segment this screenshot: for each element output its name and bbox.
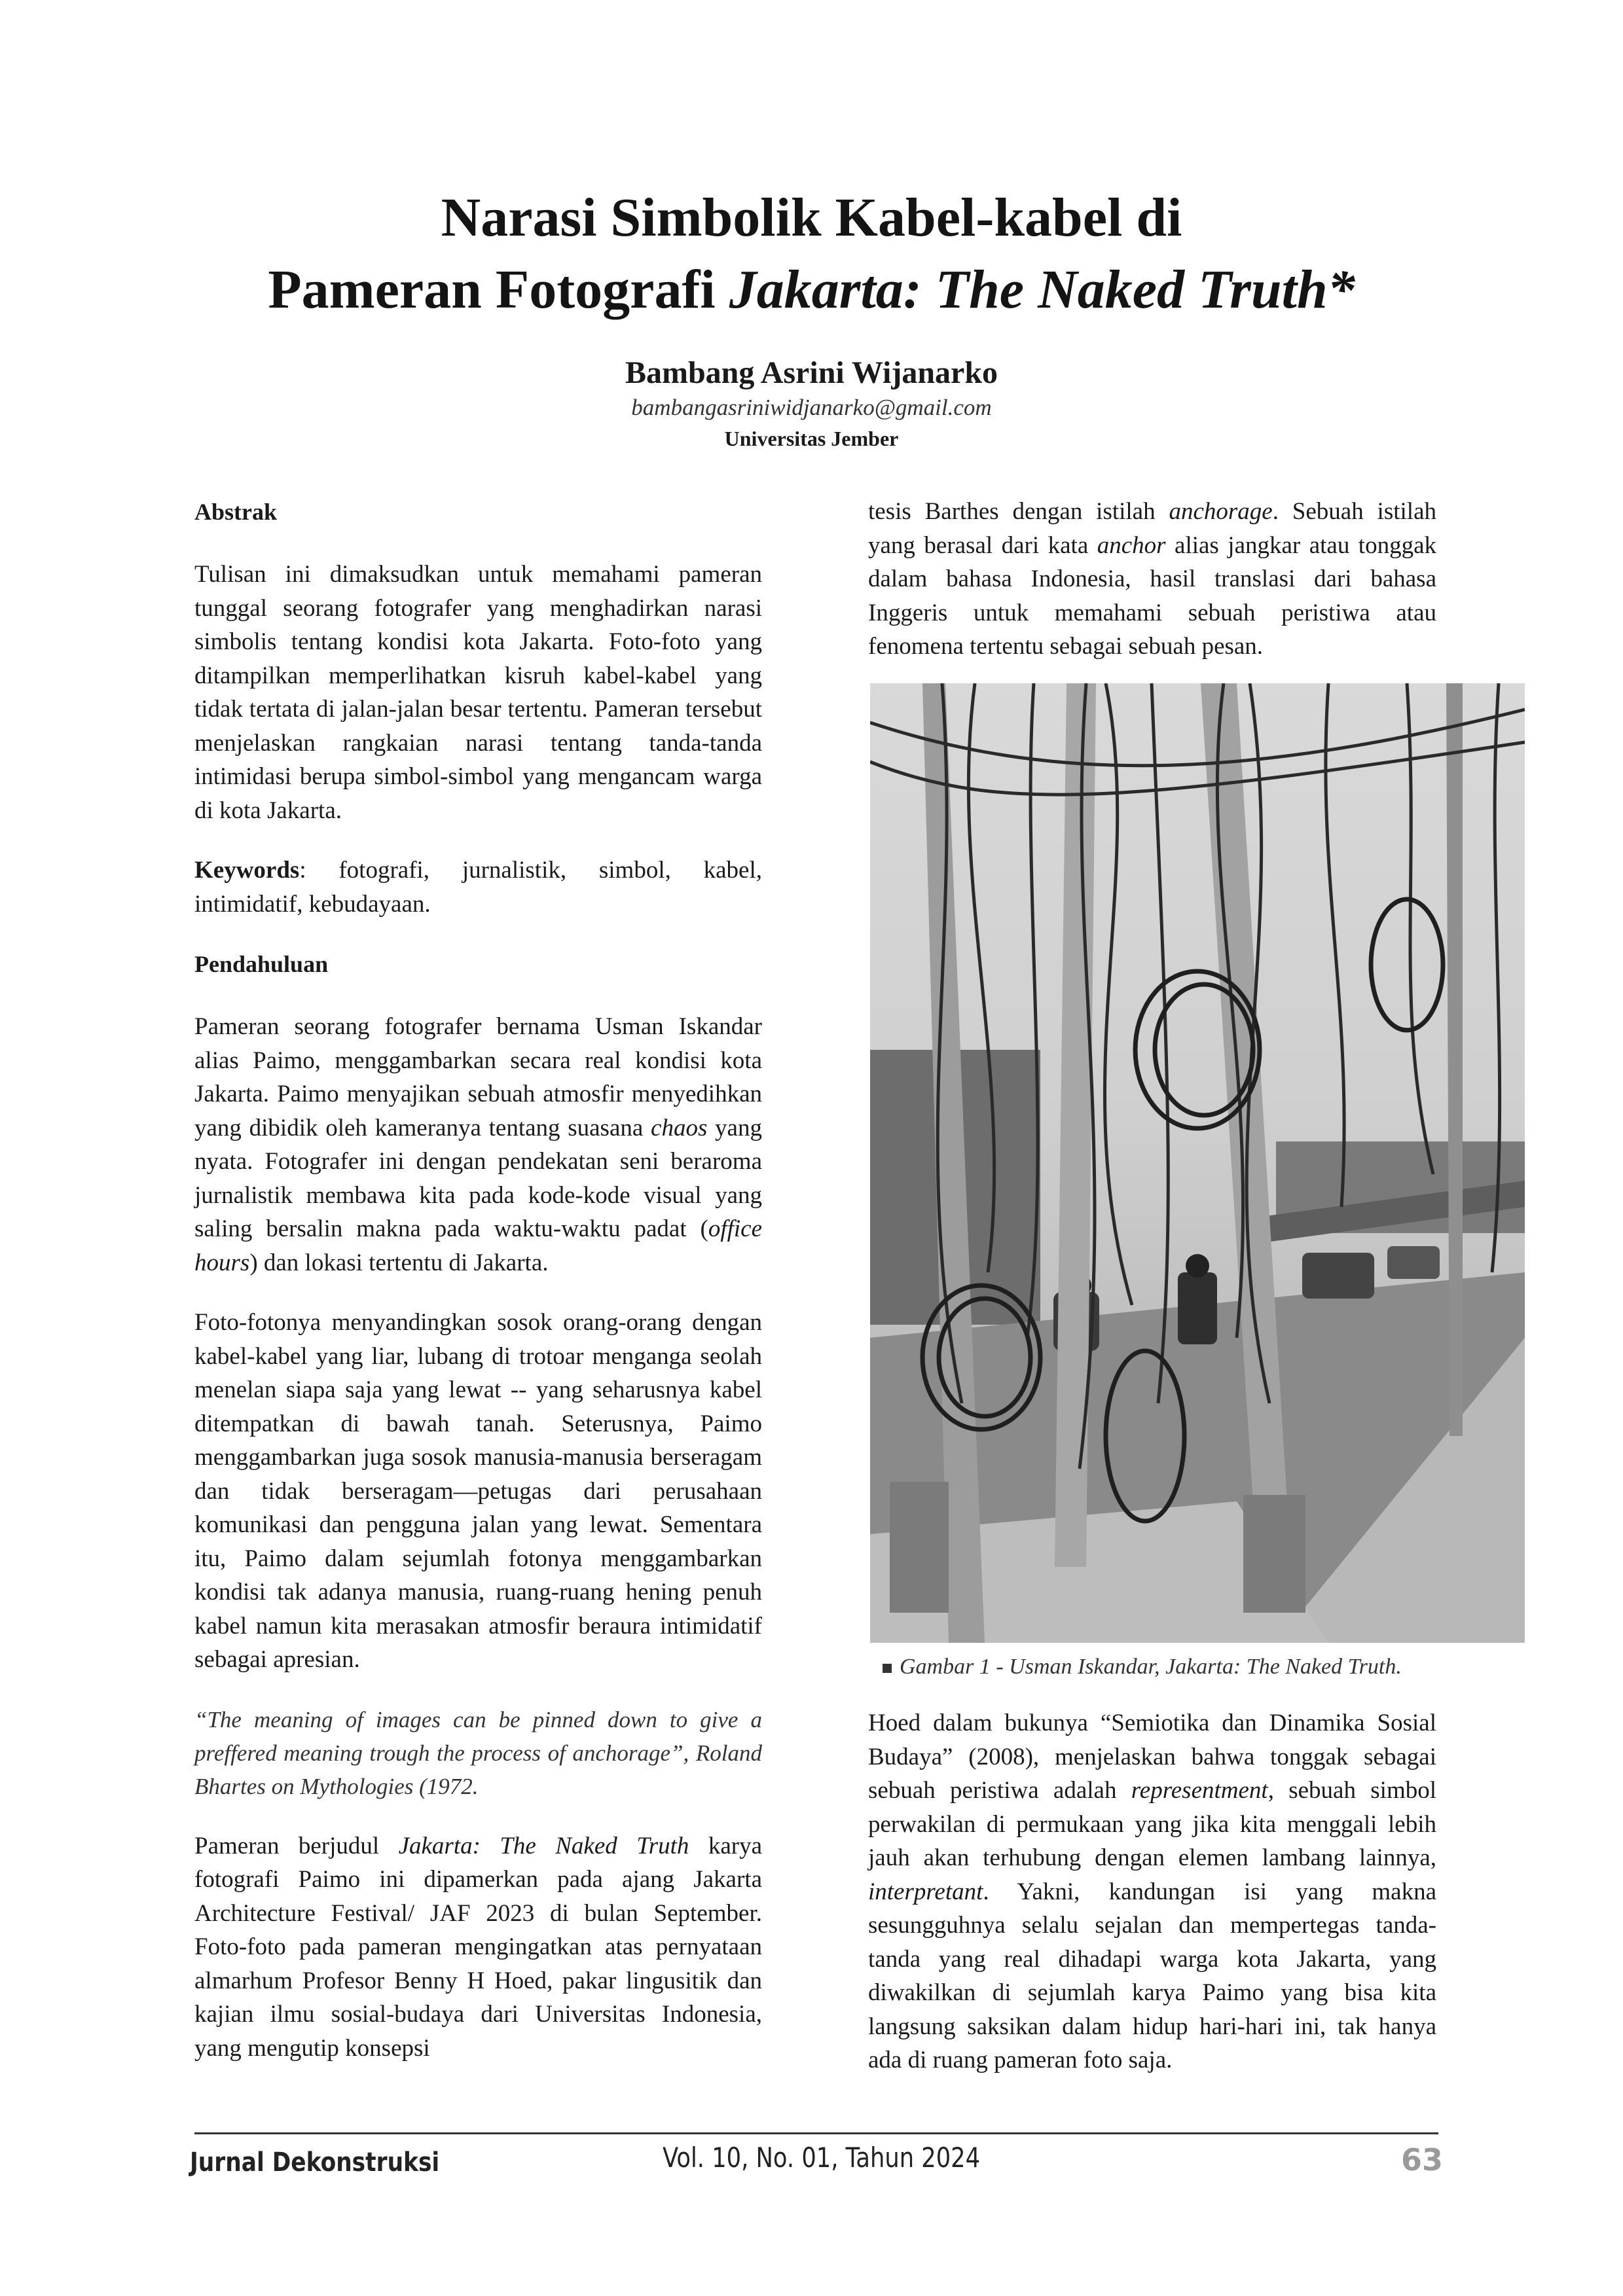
paragraph-text: yang nyata. Fotografer ini dengan pendekatan seni beraroma jurnalistik membawa kita pada kode-kode visual yang saling bersalin makna pada waktu-waktu padat ( <box>194 1114 762 1242</box>
paragraph-text: tesis Barthes dengan istilah <box>868 498 1169 525</box>
title-line-2-plain: Pameran Fotografi <box>268 259 729 320</box>
author-name: Bambang Asrini Wijanarko <box>625 355 998 390</box>
paragraph-italic: interpretant <box>868 1878 983 1905</box>
paragraph <box>194 1010 762 1280</box>
footer-volume: Vol. 10, No. 01, Tahun 2024 <box>663 2142 981 2174</box>
paragraph-text: . Sebuah istilah yang berasal dari kata <box>868 498 1436 559</box>
abstract-heading: Abstrak <box>194 499 278 525</box>
keywords-label: Keywords <box>194 857 300 884</box>
paragraph-text: ) dan lokasi tertentu di Jakarta. <box>249 1249 549 1276</box>
paragraph-italic: anchor <box>1097 531 1166 559</box>
page-number: 63 <box>1401 2142 1444 2178</box>
intro-heading: Pendahuluan <box>194 951 329 977</box>
left-column <box>194 495 762 2065</box>
paragraph-text: . Yakni, kandungan isi yang makna sesungguhnya selalu sejalan dan mempertegas tanda-tanda yang real dihadapi warga kota Jakarta, yang diwakilkan di sejumlah karya Paimo yang bisa kita langsung saksikan dalam hidup hari-hari ini, tak hanya ada di ruang pameran foto saja. <box>868 1878 1436 2073</box>
paragraph-text: Hoed dalam bukunya “Semiotika dan Dinamika Sosial Budaya” (2008), menjelaskan bahwa tonggak sebagai sebuah peristiwa adalah <box>868 1710 1436 1804</box>
paragraph-italic: Jakarta: The Naked Truth <box>398 1832 689 1859</box>
title-line-1: Narasi Simbolik Kabel-kabel di <box>441 187 1182 248</box>
paragraph-italic: anchorage <box>1169 498 1273 525</box>
pull-quote: “The meaning of images can be pinned down to give a preffered meaning trough the process of anchorage”, Roland Bhartes on Mythologies (1972. <box>194 1706 762 1799</box>
paragraph-italic: office hours <box>194 1215 762 1276</box>
paragraph <box>194 1829 762 2066</box>
paragraph <box>868 495 1436 664</box>
keywords-text: : fotografi, jurnalistik, simbol, kabel, intimidatif, kebudayaan. <box>194 857 762 918</box>
photo-illustration <box>870 683 1525 1643</box>
paragraph <box>868 1706 1436 2077</box>
figure-caption <box>883 1652 1472 1682</box>
footer-divider <box>194 2132 1438 2134</box>
author-email: bambangasriniwidjanarko@gmail.com <box>631 395 992 420</box>
keywords <box>194 853 762 921</box>
paragraph-text: alias jangkar atau tonggak dalam bahasa Indonesia, hasil translasi dari bahasa Inggeris untuk memahami sebuah peristiwa atau fenomena tertentu sebagai sebuah pesan. <box>868 531 1436 660</box>
caption-bullet-icon <box>883 1664 892 1673</box>
caption-text: Gambar 1 - Usman Iskandar, Jakarta: The Naked Truth. <box>900 1655 1402 1679</box>
paragraph-italic: representment <box>1131 1777 1268 1804</box>
author-affiliation: Universitas Jember <box>724 427 899 450</box>
right-column-top <box>868 495 1436 664</box>
paragraph-text: Pameran berjudul <box>194 1832 399 1859</box>
paragraph: Foto-fotonya menyandingkan sosok orang-orang dengan kabel-kabel yang liar, lubang di trotoar menganga seolah menelan siapa saja yang lewat -- yang seharusnya kabel ditempatkan di bawah tanah. Seterusnya, Paimo menggambarkan juga sosok manusia-manusia berseragam dan tidak berseragam—petugas dari perusahaan komunikasi dan pengguna jalan yang lewat. Sementara itu, Paimo dalam sejumlah fotonya menggambarkan kondisi tak adanya manusia, ruang-ruang hening penuh kabel namun kita merasakan atmosfir beraura intimidatif sebagai apresian. <box>194 1309 762 1673</box>
photo-cables-street <box>870 683 1525 1643</box>
paragraph-text: Pameran seorang fotografer bernama Usman Iskandar alias Paimo, menggambarkan secara real kondisi kota Jakarta. Paimo menyajikan sebuah atmosfir menyedihkan yang dibidik oleh kameranya tentang suasana <box>194 1013 762 1141</box>
title-line-2-italic: Jakarta: The Naked Truth* <box>729 259 1355 320</box>
paragraph-text: karya fotografi Paimo ini dipamerkan pada ajang Jakarta Architecture Festival/ JAF 2023 di bulan September. Foto-foto pada pameran mengingatkan atas pernyataan almarhum Profesor Benny H Hoed, pakar lingusitik dan kajian ilmu sosial-budaya dari Universitas Indonesia, yang mengutip konsepsi <box>194 1832 762 2062</box>
paragraph-text: , sebuah simbol perwakilan di permukaan yang jika kita menggali lebih jauh akan terhubung dengan elemen lambang lainnya, <box>868 1777 1437 1871</box>
footer-journal-name: Jurnal Dekonstruksi <box>190 2147 440 2178</box>
title-line-2 <box>0 254 1623 326</box>
abstract-text: Tulisan ini dimaksudkan untuk memahami pameran tunggal seorang fotografer yang menghadirkan narasi simbolis tentang kondisi kota Jakarta. Foto-foto yang ditampilkan memperlihatkan kisruh kabel-kabel yang tidak tertata di jalan-jalan besar tertentu. Pameran tersebut menjelaskan rangkaian narasi tentang tanda-tanda intimidasi berupa simbol-simbol yang mengancam warga di kota Jakarta. <box>194 561 762 824</box>
paragraph-italic: chaos <box>651 1114 708 1141</box>
article-title <box>0 182 1623 326</box>
right-column-bottom <box>868 1706 1436 2077</box>
